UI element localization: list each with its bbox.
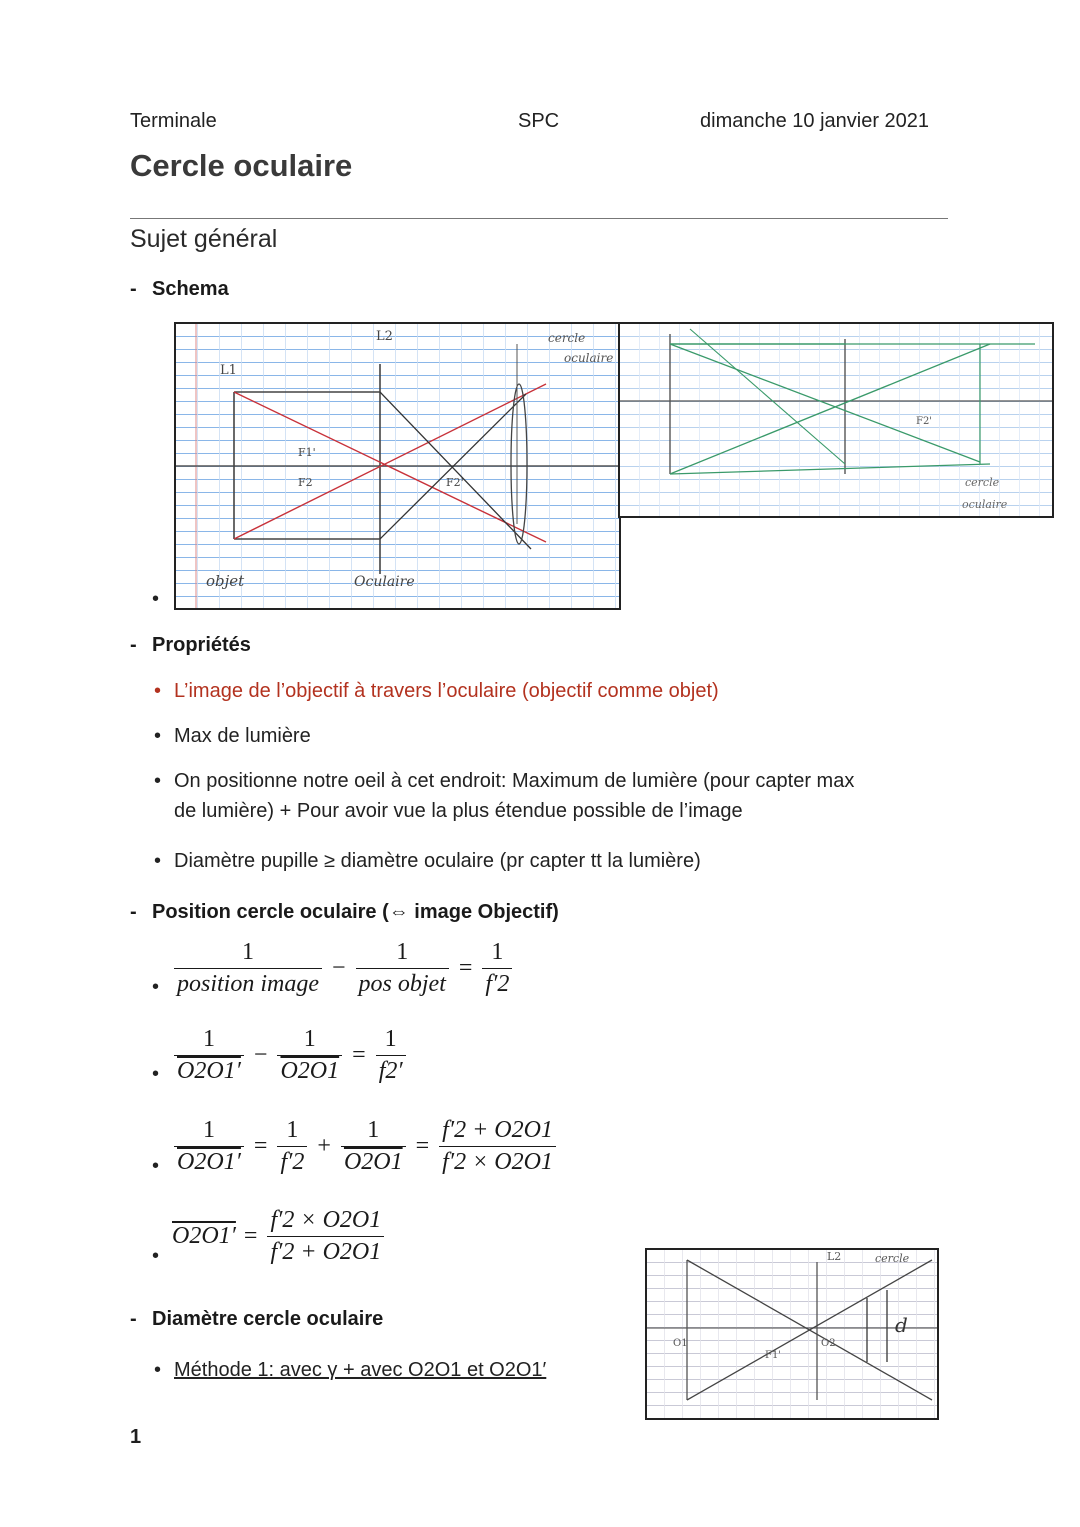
- label-cercle-3: cercle: [875, 1252, 910, 1265]
- dash-marker: -: [130, 901, 137, 923]
- page-number: 1: [130, 1426, 142, 1448]
- lens-ray-diagram-2: [620, 324, 1052, 516]
- label-cercle-oculaire: oculaire: [564, 351, 614, 365]
- bullet-dot: •: [152, 588, 160, 610]
- header-course: Terminale: [130, 110, 217, 132]
- title-divider: [130, 218, 948, 219]
- dash-marker: -: [130, 278, 137, 300]
- fraction: $\frac{1}{\text{position image}}$: [174, 940, 322, 997]
- label-l2-3: L2: [827, 1250, 842, 1263]
- label-diameter-d: d: [895, 1313, 908, 1337]
- label-l1: L1: [220, 363, 237, 378]
- fraction: $\frac{1}{O2O1}$: [277, 1027, 342, 1084]
- label-f2: F2: [298, 476, 313, 489]
- label-f1: F1': [298, 446, 316, 459]
- label-f2-prime: F2': [446, 476, 464, 489]
- page-title: Cercle oculaire: [130, 148, 353, 183]
- label-l2: L2: [376, 329, 393, 344]
- label-oculaire: Oculaire: [354, 574, 415, 590]
- lens-ray-diagram-3: [647, 1250, 937, 1418]
- label-cercle-2: cercle: [965, 476, 1000, 489]
- section-heading-schema: - Schema: [130, 278, 229, 300]
- label-cercle: cercle: [548, 331, 586, 345]
- fraction: $\frac{f'2 \times O2O1}{f'2 + O2O1}$: [267, 1208, 384, 1265]
- bullet-dot: •: [154, 1359, 162, 1381]
- dash-marker: -: [130, 1308, 137, 1330]
- section-heading-diametre: - Diamètre cercle oculaire: [130, 1308, 384, 1330]
- fraction: $\frac{f'2 + O2O1}{f'2 \times O2O1}$: [439, 1118, 556, 1175]
- equation-conjugaison-3: $\frac{1}{O2O1'}$ = $\frac{1}{f'2}$ + $\frac{1}{O2O1}$ = $\frac{f'2 + O2O1}{f'2 \times O2O1}$: [172, 1118, 558, 1175]
- fraction: $\frac{1}{f'2}$: [277, 1118, 307, 1175]
- lens-ray-diagram-1: [176, 324, 619, 608]
- label-o2: O2: [821, 1338, 836, 1349]
- list-item-property-2: • Max de lumière: [174, 721, 311, 751]
- label-o1: O1: [673, 1338, 688, 1349]
- fraction: $\frac{1}{O2O1'}$: [174, 1027, 244, 1084]
- bullet-dot: •: [154, 725, 162, 747]
- list-item-property-4: • Diamètre pupille ≥ diamètre oculaire (pr capter tt la lumière): [174, 846, 701, 876]
- fraction: $\frac{1}{O2O1}$: [341, 1118, 406, 1175]
- bullet-dot: •: [154, 680, 162, 702]
- equation-position-result: O2O1′ = $\frac{f'2 \times O2O1}{f'2 + O2O1}$: [172, 1208, 386, 1265]
- diameter-sketch-photo: [645, 1248, 939, 1420]
- bullet-dot: •: [154, 770, 162, 792]
- equation-conjugaison: $\frac{1}{\text{position image}}$ − $\frac{1}{\text{pos objet}}$ = $\frac{1}{f'2}$: [172, 940, 514, 997]
- header-subject: SPC: [518, 110, 560, 132]
- bullet-dot: •: [152, 1063, 160, 1085]
- list-item-property-3: • On positionne notre oeil à cet endroit: Maximum de lumière (pour capter max de lumière) + Pour avoir vue la plus étendue possible de l’image: [174, 766, 854, 826]
- fraction: $\frac{1}{\text{pos objet}}$: [356, 940, 449, 997]
- fraction: $\frac{1}{O2O1'}$: [174, 1118, 244, 1175]
- page-subtitle: Sujet général: [130, 225, 278, 253]
- list-item-property-1: • L’image de l’objectif à travers l’oculaire (objectif comme objet): [174, 676, 719, 706]
- equation-conjugaison-2: $\frac{1}{O2O1'}$ − $\frac{1}{O2O1}$ = $\frac{1}{f2'}$: [172, 1027, 408, 1084]
- bullet-dot: •: [152, 1245, 160, 1267]
- list-item-methode-1: • Méthode 1: avec γ + avec O2O1 et O2O1′: [174, 1355, 546, 1385]
- section-heading-position: - Position cercle oculaire (⇔ image Objectif): [130, 901, 559, 923]
- label-f1-3: F1': [765, 1350, 782, 1361]
- section-heading-proprietes: - Propriétés: [130, 634, 251, 656]
- label-f2-prime-2: F2': [916, 416, 933, 427]
- bullet-dot: •: [152, 1155, 160, 1177]
- fraction: $\frac{1}{f'2}$: [482, 940, 512, 997]
- header-date: dimanche 10 janvier 2021: [700, 110, 930, 132]
- label-objet: objet: [206, 572, 245, 590]
- schema-sketch-photo-1: [174, 322, 621, 610]
- label-oculaire-2: oculaire: [962, 498, 1008, 511]
- fraction: $\frac{1}{f2'}$: [376, 1027, 406, 1084]
- bullet-dot: •: [152, 976, 160, 998]
- schema-sketch-photo-2: [618, 322, 1054, 518]
- bullet-dot: •: [154, 850, 162, 872]
- dash-marker: -: [130, 634, 137, 656]
